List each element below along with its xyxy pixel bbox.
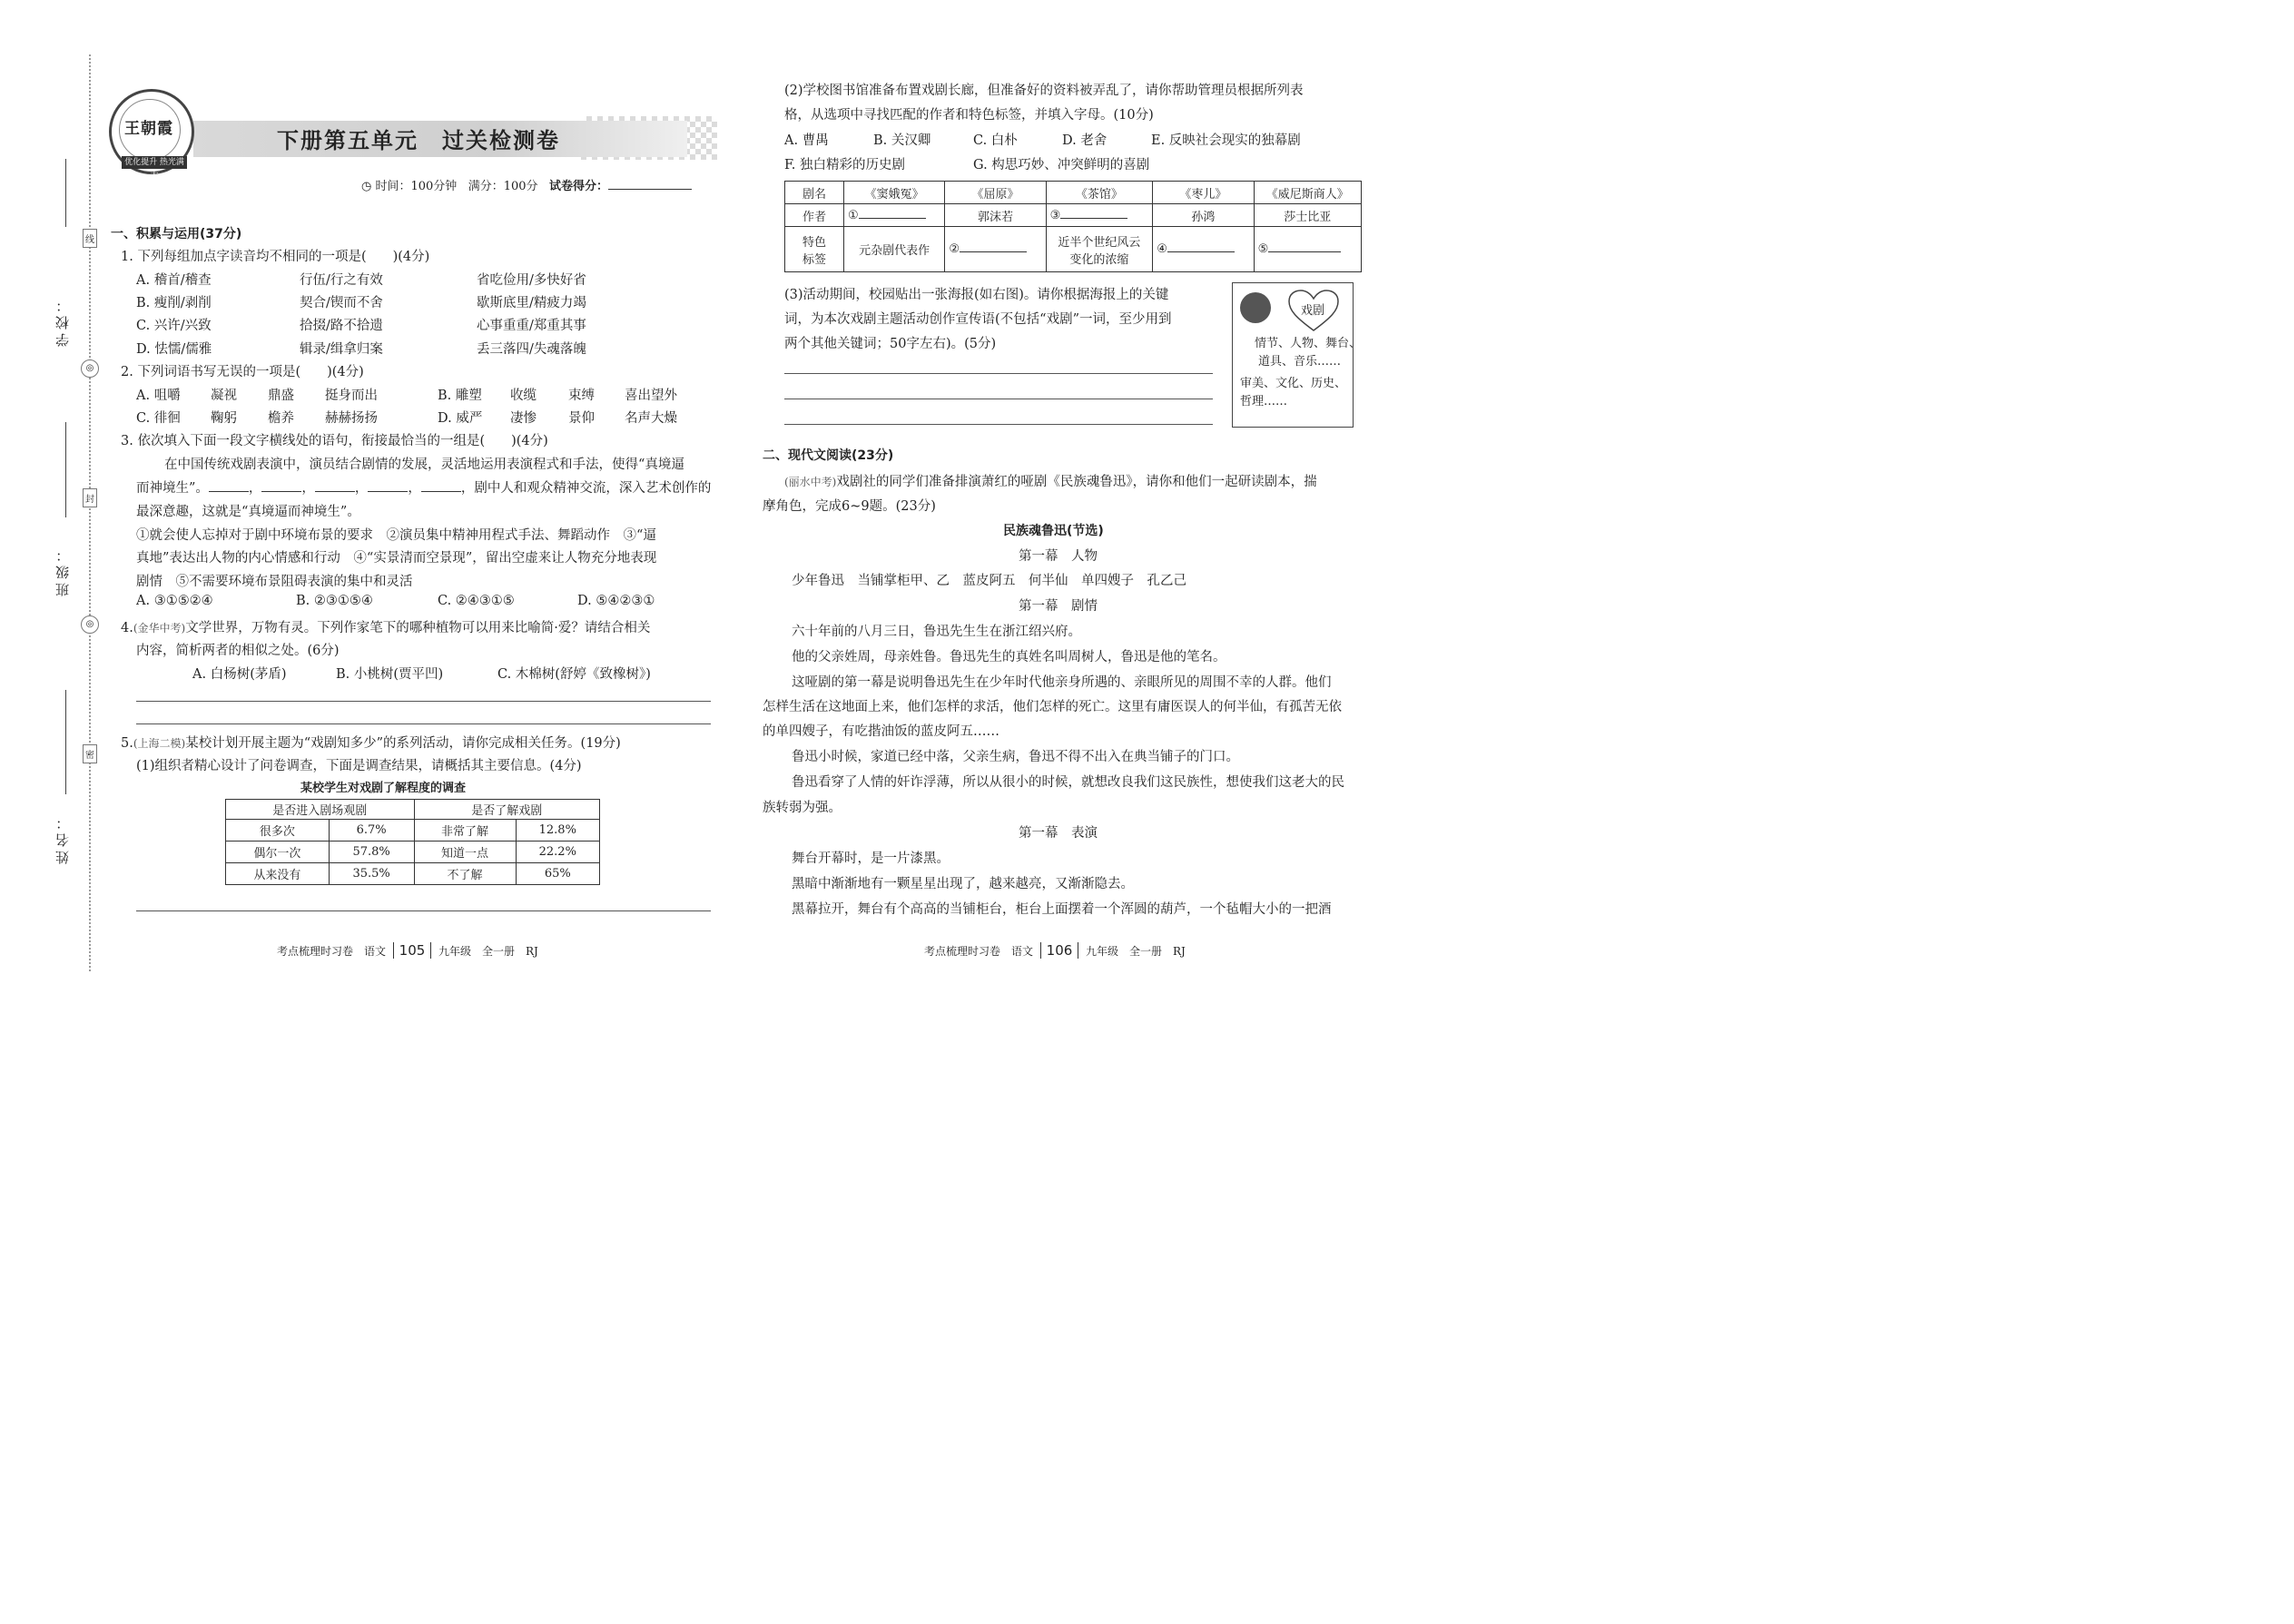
- q3-passage: 在中国传统戏剧表演中，演员结合剧情的发展，灵活地运用表演程式和手法，使得“真境逼: [164, 458, 684, 472]
- q5-option: A. 曹禺: [784, 133, 829, 148]
- q2-word: 景仰: [568, 411, 595, 426]
- table-row: 作者 ① 郭沫若 ③ 孙鸿 莎士比亚: [785, 204, 1362, 227]
- q1-option: 辑录/缉拿归案: [300, 342, 383, 357]
- q1-option: B. 瘦削/剥削: [136, 296, 212, 310]
- q2-word: 挺身而出: [325, 389, 378, 403]
- seal-icon: ◎: [81, 359, 99, 378]
- logo-ribbon: 优化提升 热光满天: [122, 156, 187, 169]
- section-heading: 二、现代文阅读(23分): [763, 448, 894, 463]
- poster-keywords: 道具、音乐……: [1258, 355, 1342, 369]
- q1-stem: 1. 下列每组加点字读音均不相同的一项是( )(4分): [121, 250, 430, 264]
- answer-line[interactable]: [136, 723, 711, 724]
- page-title: 下册第五单元 过关检测卷: [277, 128, 560, 153]
- q2-word: 凝视: [211, 389, 237, 403]
- q1-option: 省吃俭用/多快好省: [477, 273, 586, 288]
- play-text: 黑幕拉开，舞台有个高高的当铺柜台，柜台上面摆着一个浑圆的葫芦，一个毡帽大小的一把酒: [792, 902, 1332, 917]
- clock-icon: ◷: [361, 180, 372, 193]
- q3-passage: 最深意趣，这就是“真境逼而神境生”。: [136, 505, 360, 519]
- answer-line[interactable]: [784, 424, 1213, 425]
- q1-option: 行伍/行之有效: [300, 273, 383, 288]
- table-row: 偶尔一次 57.8% 知道一点 22.2%: [226, 842, 600, 863]
- mi-mark: 密: [83, 744, 97, 763]
- school-label: 学校：: [54, 295, 71, 347]
- q5-option: E. 反映社会现实的独幕剧: [1151, 133, 1301, 148]
- q3-choice: B. ②③①⑤④: [296, 594, 373, 608]
- q4-choice: C. 木棉树(舒婷《致橡树》): [497, 667, 651, 682]
- q5-option: D. 老舍: [1062, 133, 1108, 148]
- answer-line[interactable]: [136, 701, 711, 702]
- play-text: 的单四嫂子，有吃揩油饭的蓝皮阿五……: [763, 724, 999, 739]
- q1-option: A. 稽首/稽查: [136, 273, 212, 288]
- table-header: 是否了解戏剧: [414, 800, 599, 820]
- play-text: 舞台开幕时，是一片漆黑。: [792, 851, 950, 866]
- q1-option: 歇斯底里/精疲力竭: [477, 296, 586, 310]
- q5-sub3: (3)活动期间，校园贴出一张海报(如右图)。请你根据海报上的关键: [784, 288, 1169, 302]
- poster-keywords: 审美、文化、历史、: [1240, 377, 1347, 390]
- q3-choice: C. ②④③①⑤: [438, 594, 515, 608]
- q3-choice: A. ③①⑤②④: [136, 594, 213, 608]
- q3-options: ①就会使人忘掉对于剧中环境布景的要求 ②演员集中精神用程式手法、舞蹈动作 ③“逼: [136, 528, 656, 543]
- q2-word: 束缚: [568, 389, 595, 403]
- q4-choice: B. 小桃树(贾平凹): [336, 667, 444, 682]
- line-mark: 线: [83, 229, 97, 248]
- q2-word: B. 雕塑: [438, 389, 482, 403]
- logo-name: 王朝霞: [124, 120, 173, 138]
- q4-stem: 内容，简析两者的相似之处。(6分): [136, 644, 340, 658]
- survey-title: 某校学生对戏剧了解程度的调查: [300, 782, 467, 795]
- q2-word: C. 徘徊: [136, 411, 181, 426]
- q1-option: D. 怯懦/儒雅: [136, 342, 212, 357]
- q1-option: 丢三落四/失魂落魄: [477, 342, 586, 357]
- page-number: 105: [393, 942, 432, 959]
- binding-dotted-line: [89, 54, 91, 971]
- q5-option: F. 独白精彩的历史剧: [784, 158, 906, 172]
- q4-stem: 4.(金华中考)文学世界，万物有灵。下列作家笔下的哪种植物可以用来比喻简·爱？请结合相关: [121, 621, 651, 635]
- poster-heart-label: 戏剧: [1301, 304, 1325, 318]
- drama-table: [784, 181, 1362, 272]
- class-label: 班级：: [54, 545, 71, 596]
- q5-sub3: 两个其他关键词；50字左右)。(5分): [784, 337, 997, 351]
- q2-word: 檐养: [268, 411, 294, 426]
- seal-icon: ◎: [81, 615, 99, 634]
- q5-option: B. 关汉卿: [873, 133, 931, 148]
- act-heading: 第一幕 人物: [1019, 549, 1098, 564]
- gutter-rule: [65, 159, 66, 227]
- play-text: 黑暗中渐渐地有一颗星星出现了，越来越亮，又渐渐隐去。: [792, 877, 1134, 891]
- page-footer: 考点梳理时习卷 语文 105 九年级 全一册 RJ: [277, 942, 538, 959]
- reading-intro: (丽水中考)戏剧社的同学们准备排演萧红的哑剧《民族魂鲁迅》，请你和他们一起研读剧本，揣: [784, 475, 1317, 489]
- act-heading: 第一幕 表演: [1019, 826, 1098, 841]
- q5-sub2: (2)学校图书馆准备布置戏剧长廊，但准备好的资料被弄乱了，请你帮助管理员根据所列表: [784, 84, 1304, 98]
- gutter-rule: [65, 690, 66, 794]
- table-row: 从来没有 35.5% 不了解 65%: [226, 863, 600, 885]
- table-row: 很多次 6.7% 非常了解 12.8%: [226, 820, 600, 842]
- page-number: 106: [1040, 942, 1079, 959]
- theater-mask-icon: [1240, 292, 1271, 323]
- q5-stem: 5.(上海二模)某校计划开展主题为“戏剧知多少”的系列活动，请你完成相关任务。(19分): [121, 736, 621, 751]
- play-title: 民族魂鲁迅(节选): [1003, 524, 1104, 538]
- q4-choice: A. 白杨树(茅盾): [192, 667, 287, 682]
- q1-option: C. 兴许/兴致: [136, 319, 212, 333]
- q2-word: A. 咀嚼: [136, 389, 181, 403]
- q1-option: 拾掇/路不拾遗: [300, 319, 383, 333]
- q3-options: 剧情 ⑤不需要环境布景阻碍表演的集中和灵活: [136, 575, 413, 589]
- play-text: 他的父亲姓周，母亲姓鲁。鲁迅先生的真姓名叫周树人，鲁迅是他的笔名。: [792, 650, 1226, 664]
- page-footer: 考点梳理时习卷 语文 106 九年级 全一册 RJ: [924, 942, 1186, 959]
- q1-option: 心事重重/郑重其事: [477, 319, 586, 333]
- seal-mark: 封: [83, 488, 97, 507]
- survey-table: [225, 799, 600, 885]
- q1-option: 契合/锲而不舍: [300, 296, 383, 310]
- answer-line[interactable]: [136, 910, 711, 911]
- gutter-rule: [65, 422, 66, 517]
- q3-passage: 而神境生”。 ， ， ， ， ，剧中人和观众精神交流，深入艺术创作的: [136, 481, 712, 496]
- play-text: 鲁迅看穿了人情的奸诈浮薄，所以从很小的时候，就想改良我们这民族性，想使我们这老大的民: [792, 775, 1344, 790]
- q5-sub1: (1)组织者精心设计了问卷调查，下面是调查结果，请概括其主要信息。(4分): [136, 759, 582, 773]
- exam-meta: ◷ 时间：100分钟 满分：100分 试卷得分：: [361, 176, 692, 193]
- play-text: 六十年前的八月三日，鲁迅先生生在浙江绍兴府。: [792, 625, 1081, 639]
- play-text: 族转弱为强。: [763, 801, 842, 815]
- q2-stem: 2. 下列词语书写无误的一项是( )(4分): [121, 365, 364, 379]
- q2-word: 名声大燥: [625, 411, 677, 426]
- q5-option: C. 白朴: [973, 133, 1018, 148]
- q5-sub3: 词，为本次戏剧主题活动创作宣传语(不包括“戏剧”一词，至少用到: [784, 312, 1172, 327]
- play-text: 这哑剧的第一幕是说明鲁迅先生在少年时代他亲身所遇的、亲眼所见的周围不幸的人群。他们: [792, 675, 1332, 690]
- q2-word: 凄惨: [510, 411, 537, 426]
- table-header: 是否进入剧场观剧: [226, 800, 415, 820]
- table-row: 剧名 《窦娥冤》 《屈原》 《茶馆》 《枣儿》 《威尼斯商人》: [785, 182, 1362, 204]
- q5-sub2: 格，从选项中寻找匹配的作者和特色标签，并填入字母。(10分): [784, 108, 1154, 123]
- q3-choice: D. ⑤④②③①: [577, 594, 655, 608]
- poster-keywords: 情节、人物、舞台、: [1255, 337, 1362, 350]
- play-text: 怎样生活在这地面上来，他们怎样的求活，他们怎样的死亡。这里有庸医误人的何半仙，有孤苦无依: [763, 700, 1342, 714]
- act-heading: 第一幕 剧情: [1019, 599, 1098, 614]
- q2-word: 赫赫扬扬: [325, 411, 378, 426]
- q3-stem: 3. 依次填入下面一段文字横线处的语句，衔接最恰当的一组是( )(4分): [121, 434, 548, 448]
- name-label: 姓名：: [54, 812, 71, 864]
- q2-word: 喜出望外: [625, 389, 677, 403]
- character-list: 少年鲁迅 当铺掌柜甲、乙 蓝皮阿五 何半仙 单四嫂子 孔乙己: [792, 574, 1186, 588]
- answer-line[interactable]: [784, 373, 1213, 374]
- q3-options: 真地”表达出人物的内心情感和行动 ④“实景清而空景现”，留出空虚来让人物充分地表现: [136, 551, 657, 566]
- q5-option: G. 构思巧妙、冲突鲜明的喜剧: [973, 158, 1150, 172]
- q2-word: D. 威严: [438, 411, 483, 426]
- section-heading: 一、积累与运用(37分): [111, 227, 242, 241]
- reading-intro: 摩角色，完成6~9题。(23分): [763, 499, 936, 514]
- q2-word: 鞠躬: [211, 411, 237, 426]
- poster-keywords: 哲理……: [1240, 395, 1288, 408]
- q2-word: 鼎盛: [268, 389, 294, 403]
- q2-word: 收缆: [510, 389, 537, 403]
- table-row: 特色 标签 元杂剧代表作 ② 近半个世纪风云 变化的浓缩 ④ ⑤: [785, 227, 1362, 272]
- play-text: 鲁迅小时候，家道已经中落，父亲生病，鲁迅不得不出入在典当铺子的门口。: [792, 750, 1239, 764]
